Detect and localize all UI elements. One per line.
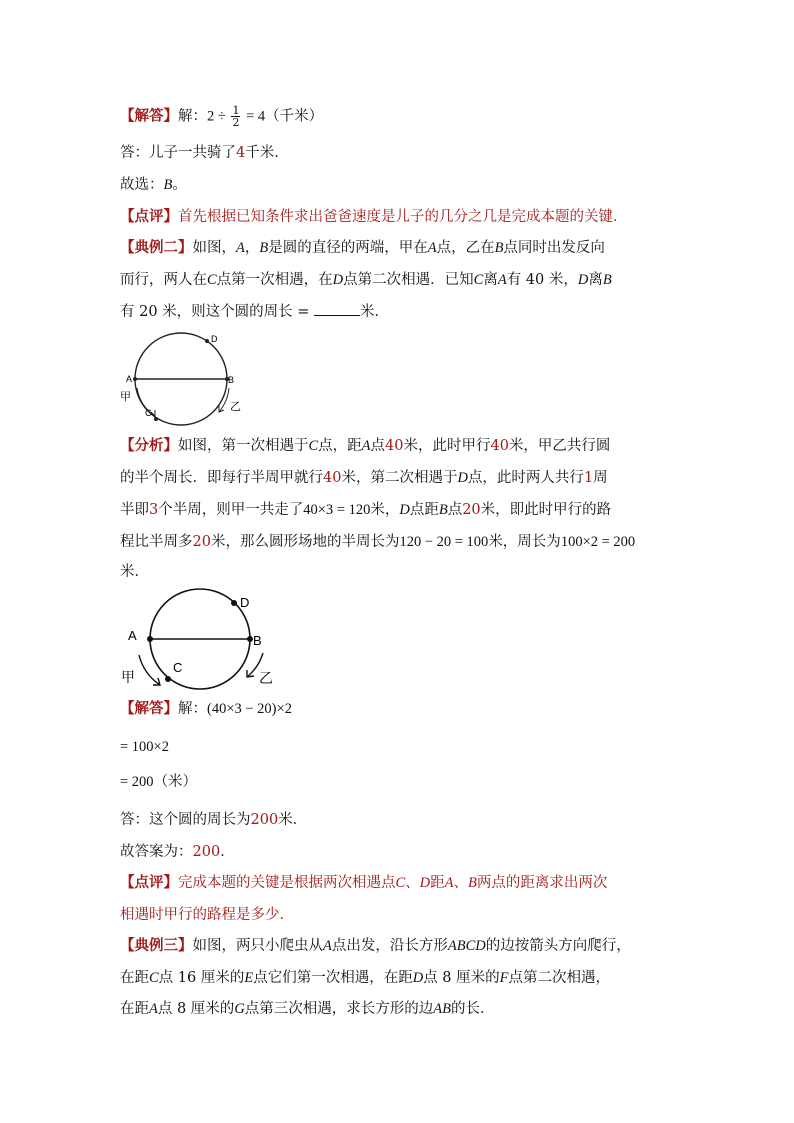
analysis-line3: 半即3个半周，则甲一共走了40×3 = 120米，D点距B点20米，即此时甲行的路 xyxy=(120,502,612,518)
label-c: C xyxy=(145,408,152,418)
label-b-large: B xyxy=(253,633,262,648)
label-d-large: D xyxy=(240,595,250,610)
analysis-line4: 程比半周多20米，那么圆形场地的半周长为120 − 20 = 100米，周长为100×2 = 200 xyxy=(120,534,636,550)
comment1: 【点评】首先根据已知条件求出爸爸速度是儿子的几分之几是完成本题的关键． xyxy=(120,208,628,225)
answer2-final: 故答案为：200． xyxy=(120,844,235,860)
label-jia-large: 甲 xyxy=(121,669,135,685)
answer1-conclusion: 答：儿子一共骑了4千米． xyxy=(120,145,289,161)
label-a: A xyxy=(126,374,133,384)
answer-blank xyxy=(314,301,360,316)
label-yi-large: 乙 xyxy=(259,670,273,686)
label-b: B xyxy=(228,375,235,385)
label-c-large: C xyxy=(173,660,183,675)
analysis-line5: 米． xyxy=(120,564,149,580)
problem2-line3: 有 20 米，则这个圆的周长 = 米． xyxy=(120,301,389,322)
problem2-line1: 【典例二】如图，A，B是圆的直径的两端，甲在A点，乙在B点同时出发反向 xyxy=(120,239,605,256)
comment2-line2: 相遇时甲行的路程是多少． xyxy=(120,907,294,923)
problem2-line2: 而行，两人在C点第一次相遇，在D点第二次相遇．已知C离A有 40 米，D离B xyxy=(120,272,612,288)
problem3-line3: 在距A点 8 厘米的G点第三次相遇，求长方形的边AB的长． xyxy=(120,1001,495,1017)
circle-diagram-large xyxy=(116,585,286,695)
problem3-line2: 在距C点 16 厘米的E点它们第一次相遇，在距D点 8 厘米的F点第二次相遇， xyxy=(120,970,610,986)
label-d: D xyxy=(211,334,218,344)
comment2-line1: 【点评】完成本题的关键是根据两次相遇点C、D距A、B两点的距离求出两次 xyxy=(120,874,608,891)
answer2-step3: = 200（米） xyxy=(120,774,198,790)
analysis-line1: 【分析】如图，第一次相遇于C点，距A点40米，此时甲行40米，甲乙共行圆 xyxy=(120,437,611,454)
answer1-choice: 故选：B。 xyxy=(120,177,187,193)
label-a-large: A xyxy=(128,628,137,643)
answer2-line1: 【解答】解：(40×3 − 20)×2 xyxy=(120,700,292,717)
answer1-line: 【解答】解：2 ÷ $\frac{1}{2}$ = 4（千米） xyxy=(120,104,324,129)
analysis-line2: 的半个周长．即每行半周甲就行40米，第二次相遇于D点，此时两人共行1周 xyxy=(120,470,608,486)
answer2-conclusion: 答：这个圆的周长为200米． xyxy=(120,812,308,828)
circle-diagram-small xyxy=(115,328,245,428)
problem3-line1: 【典例三】如图，两只小爬虫从A点出发，沿长方形ABCD的边按箭头方向爬行， xyxy=(120,937,631,954)
label-yi: 乙 xyxy=(230,401,241,413)
fraction: $\frac{1}{2}$ xyxy=(232,104,240,129)
answer2-step2: = 100×2 xyxy=(120,739,169,755)
label-jia: 甲 xyxy=(120,391,131,403)
answer-tag: 【解答】 xyxy=(120,107,178,125)
